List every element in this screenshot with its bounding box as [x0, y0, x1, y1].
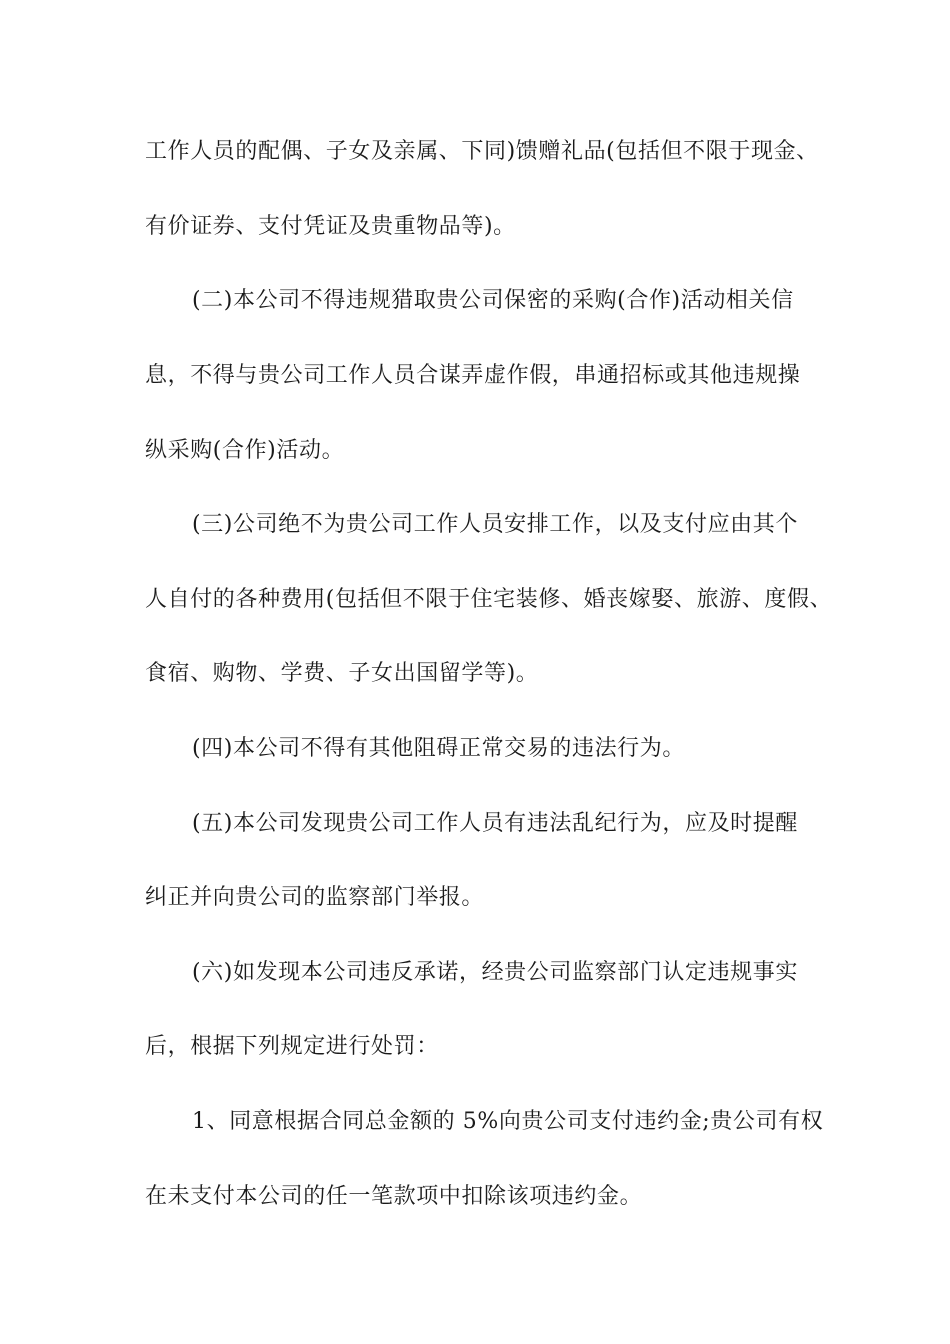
text-line: 有价证券、支付凭证及贵重物品等)。 [145, 214, 516, 239]
text-line: 纠正并向贵公司的监察部门举报。 [145, 885, 485, 910]
text-line: 纵采购(合作)活动。 [145, 438, 345, 463]
text-line: 息，不得与贵公司工作人员合谋弄虚作假，串通招标或其他违规操 [145, 363, 801, 388]
paragraph-2-start: (二)本公司不得违规猎取贵公司保密的采购(合作)活动相关信 [192, 288, 794, 313]
text-line: 工作人员的配偶、子女及亲属、下同)馈赠礼品(包括但不限于现金、 [145, 139, 819, 164]
text-line: 人自付的各种费用(包括但不限于住宅装修、婚丧嫁娶、旅游、度假、 [145, 587, 833, 612]
paragraph-6-start: (六)如发现本公司违反承诺，经贵公司监察部门认定违规事实 [192, 960, 798, 985]
text-line: 食宿、购物、学费、子女出国留学等)。 [145, 661, 539, 686]
text-line: 后，根据下列规定进行处罚： [145, 1034, 439, 1059]
paragraph-4-start: (四)本公司不得有其他阻碍正常交易的违法行为。 [192, 736, 685, 761]
item-1-start: 1、同意根据合同总金额的 5%向贵公司支付违约金;贵公司有权 [192, 1109, 824, 1134]
text-line: 在未支付本公司的任一笔款项中扣除该项违约金。 [145, 1184, 643, 1209]
paragraph-5-start: (五)本公司发现贵公司工作人员有违法乱纪行为，应及时提醒 [192, 811, 798, 836]
paragraph-3-start: (三)公司绝不为贵公司工作人员安排工作，以及支付应由其个 [192, 512, 798, 537]
